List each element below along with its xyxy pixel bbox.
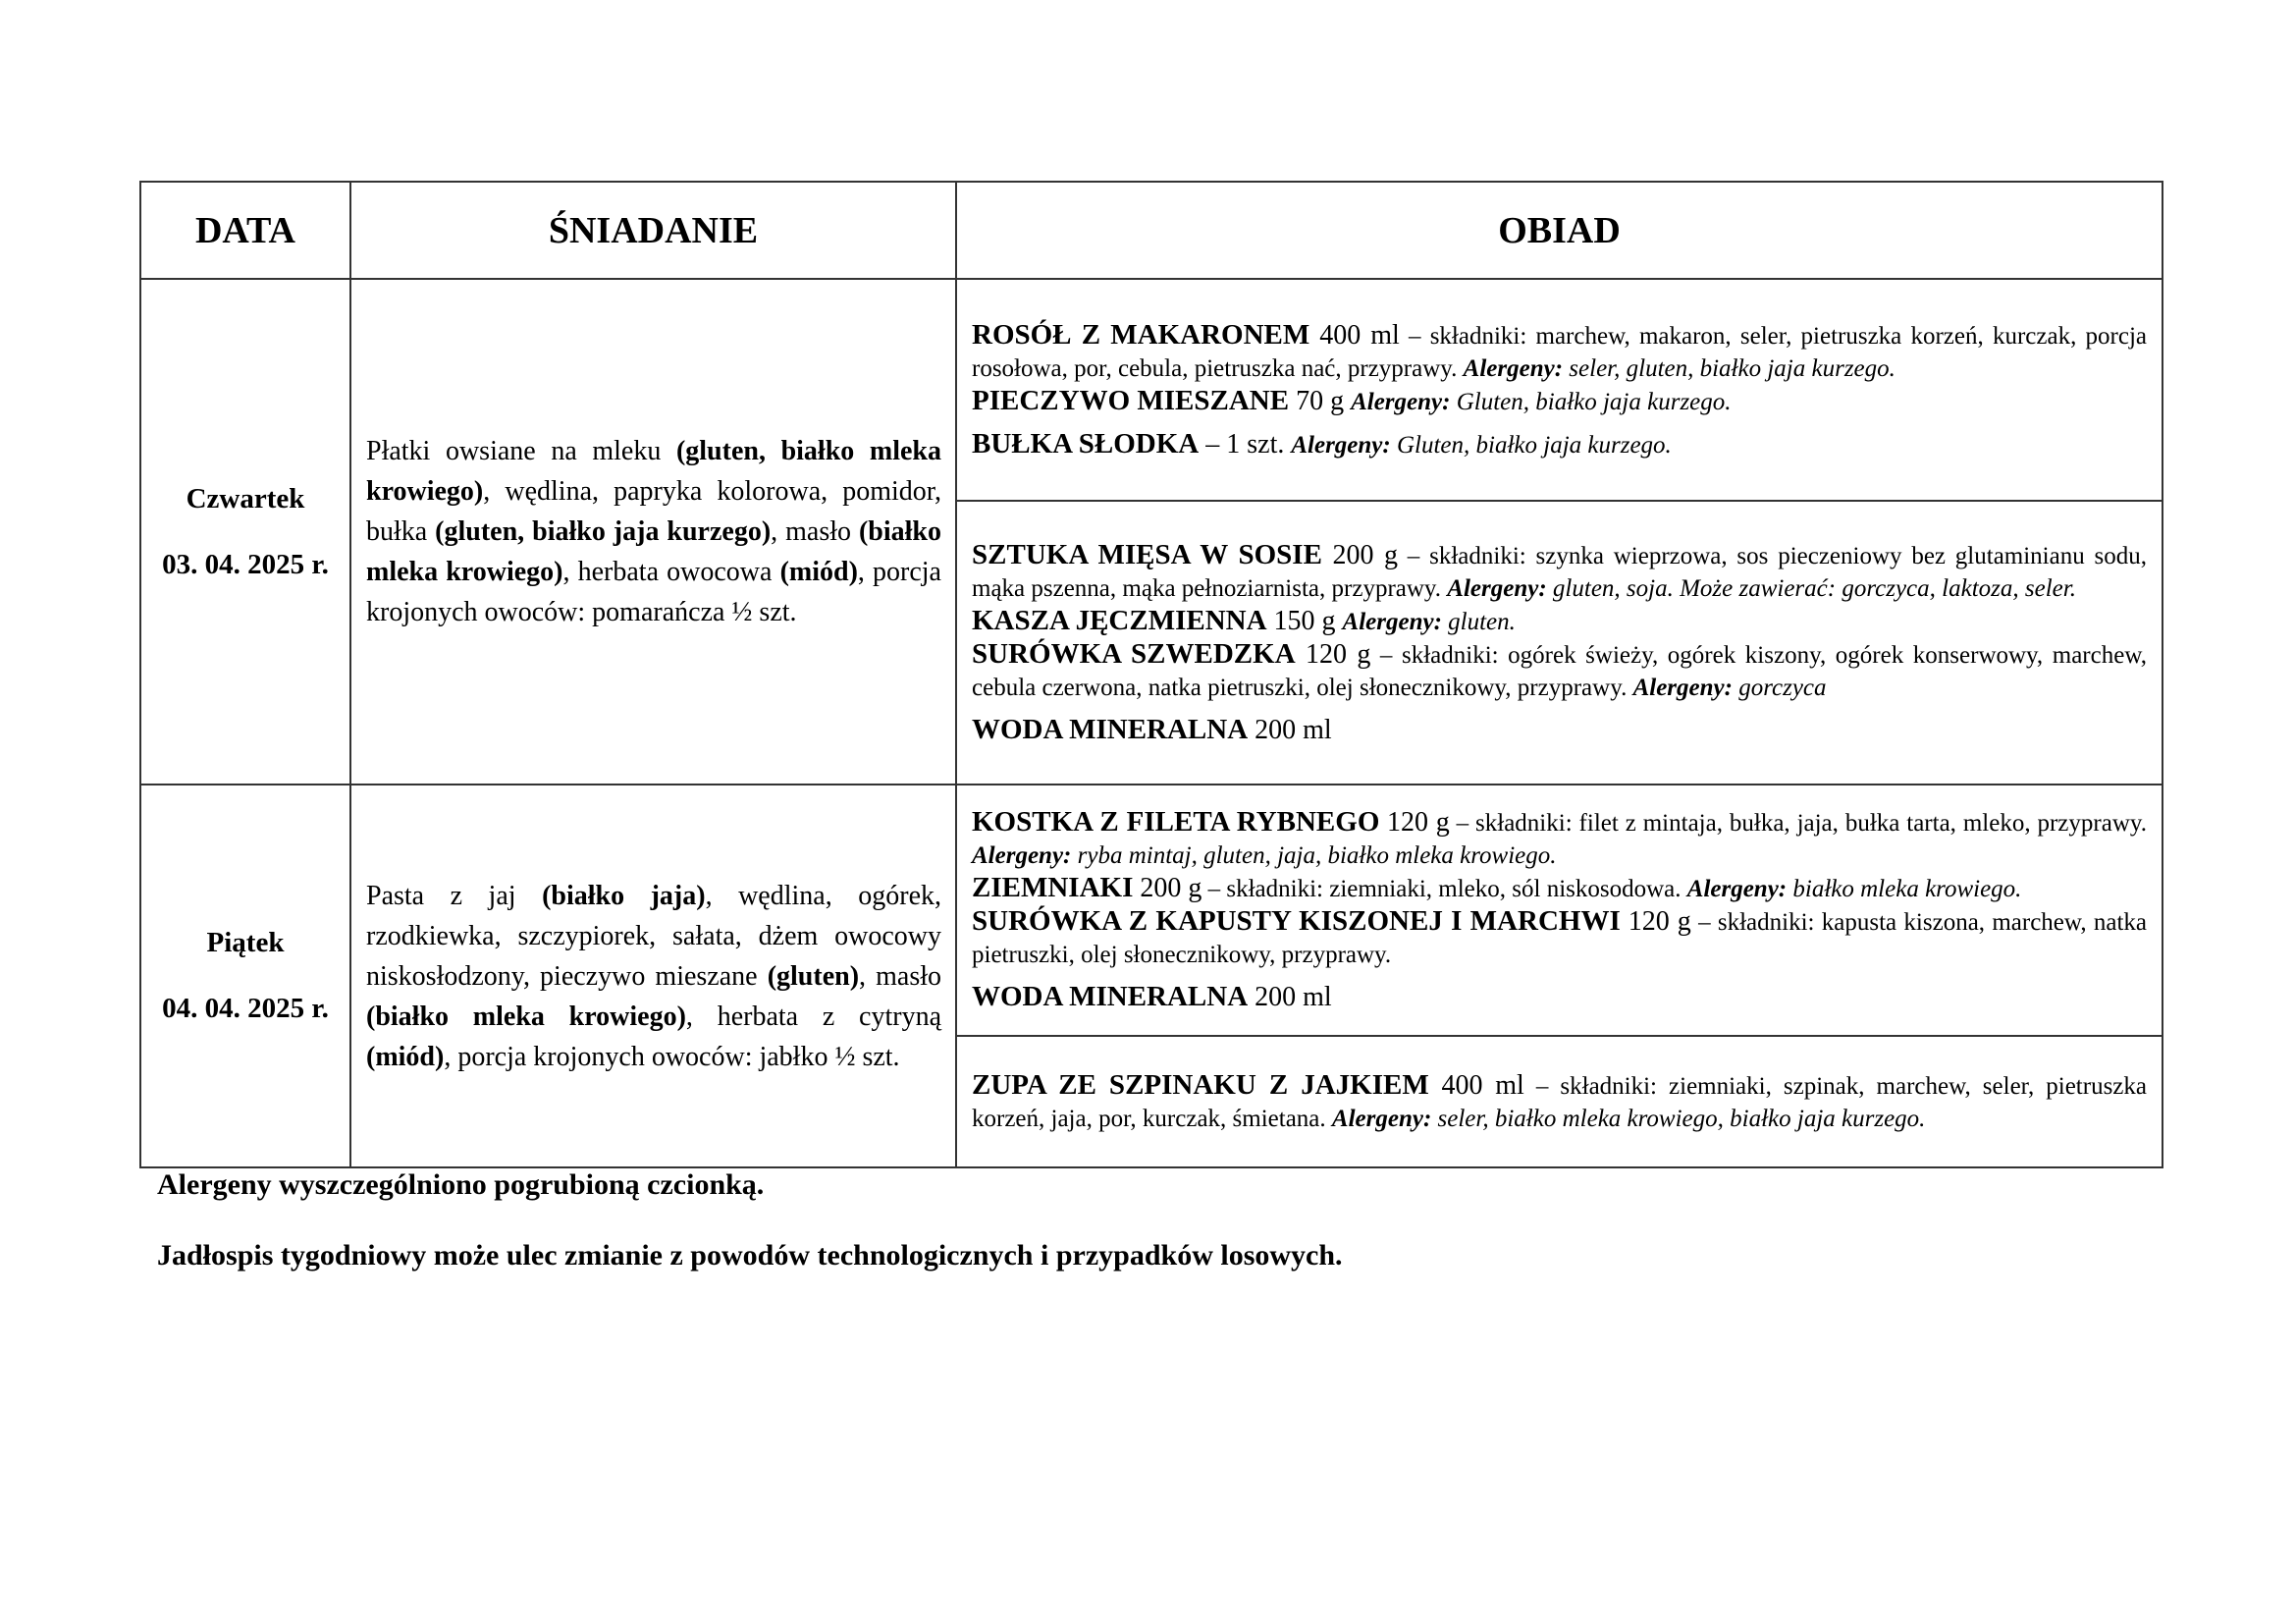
table-row	[140, 279, 2163, 501]
menu-table	[139, 181, 2163, 1168]
menu-change-note: Jadłospis tygodniowy może ulec zmianie z powodów technologicznych i przypadków losowych.	[157, 1239, 1343, 1272]
breakfast-segment: Pasta z jaj	[366, 880, 543, 911]
dish-item	[972, 806, 2147, 872]
lunch-cell	[956, 501, 2163, 785]
dish-ingredients: – składniki: ziemniaki, mleko, sól niskosodowa.	[1201, 876, 1687, 902]
header-row	[140, 182, 2163, 279]
dish-item	[972, 319, 2147, 385]
lunch-cell	[956, 279, 2163, 501]
header-date: DATA	[140, 182, 350, 279]
dish-quantity: 120 g	[1295, 638, 1371, 670]
allergen-text: (miód)	[779, 557, 858, 587]
dish-item	[972, 605, 2147, 638]
dish-ingredients: – składniki: ogórek świeży, ogórek kiszony, ogórek konserwowy, marchew, cebula czerwona, natka pietruszki, olej słonecznikowy, przyprawy.	[972, 641, 2147, 701]
dish-name: WODA MINERALNA	[972, 713, 1249, 745]
breakfast-text	[366, 431, 941, 632]
dish-ingredients: – składniki: ziemniaki, szpinak, marchew, seler, pietruszka korzeń, jaja, por, kurczak, śmietana.	[972, 1072, 2148, 1132]
dish-name: KASZA JĘCZMIENNA	[972, 604, 1267, 636]
breakfast-cell	[350, 279, 956, 785]
dish-quantity: 150 g	[1266, 605, 1343, 636]
breakfast-segment: , porcja krojonych owoców: jabłko ½ szt.	[444, 1041, 900, 1072]
dish-quantity: 120 g	[1620, 906, 1691, 937]
dish-name: BUŁKA SŁODKA	[972, 427, 1200, 460]
dish-item	[972, 872, 2147, 905]
header-breakfast: ŚNIADANIE	[350, 182, 956, 279]
dish-quantity: 120 g	[1379, 807, 1450, 838]
breakfast-text	[366, 876, 941, 1077]
dish-item	[972, 1069, 2147, 1135]
day-name: Piątek	[206, 927, 285, 959]
breakfast-segment: , masło	[859, 960, 941, 992]
allergen-label: Alergeny:	[1632, 674, 1733, 701]
allergen-value: gluten.	[1441, 608, 1516, 635]
day-name: Czwartek	[186, 482, 305, 514]
allergen-value: gorczyca	[1732, 674, 1827, 701]
allergen-text: (gluten, białko jaja kurzego)	[435, 516, 772, 547]
dish-name: ZIEMNIAKI	[972, 872, 1134, 903]
dish-item	[972, 428, 2147, 461]
breakfast-cell	[350, 785, 956, 1167]
allergen-label: Alergeny:	[1342, 608, 1442, 635]
dish-quantity: 400 ml	[1309, 319, 1400, 351]
dish-name: KOSTKA Z FILETA RYBNEGO	[972, 806, 1380, 838]
breakfast-segment: , herbata owocowa	[562, 557, 780, 587]
allergen-label: Alergeny:	[1331, 1105, 1432, 1132]
table-row	[140, 785, 2163, 1036]
allergen-label: Alergeny:	[972, 842, 1072, 869]
dish-quantity: – 1 szt.	[1199, 428, 1292, 460]
dish-item	[972, 638, 2147, 704]
allergen-note: Alergeny wyszczególniono pogrubioną czcionką.	[157, 1168, 765, 1201]
allergen-value: Gluten, białko jaja kurzego.	[1450, 388, 1732, 415]
dish-item	[972, 714, 2147, 747]
allergen-text: (białko mleka krowiego)	[366, 516, 941, 587]
allergen-value: Gluten, białko jaja kurzego.	[1390, 431, 1672, 459]
breakfast-segment: , porcja krojonych owoców: pomarańcza ½ szt.	[366, 557, 941, 627]
allergen-value: seler, białko mleka krowiego, białko jaja kurzego.	[1431, 1105, 1926, 1132]
dish-item	[972, 905, 2147, 971]
breakfast-segment: , wędlina, papryka kolorowa, pomidor, bułka	[366, 476, 941, 547]
dish-ingredients: – składniki: marchew, makaron, seler, pietruszka korzeń, kurczak, porcja rosołowa, por, cebula, pietruszka nać, przyprawy.	[972, 322, 2148, 382]
dish-quantity: 400 ml	[1428, 1069, 1524, 1101]
allergen-text: (miód)	[366, 1041, 445, 1072]
dish-quantity: 200 g	[1321, 539, 1399, 570]
dish-name: PIECZYWO MIESZANE	[972, 384, 1290, 416]
dish-item	[972, 385, 2147, 418]
breakfast-segment: , herbata z cytryną	[685, 1001, 941, 1032]
allergen-text: (gluten, białko mleka krowiego)	[366, 436, 941, 507]
allergen-value: białko mleka krowiego.	[1787, 876, 2022, 902]
allergen-label: Alergeny:	[1463, 354, 1564, 382]
dish-quantity: 70 g	[1289, 385, 1352, 416]
dish-name: ROSÓŁ Z MAKARONEM	[972, 318, 1310, 351]
lunch-cell	[956, 785, 2163, 1036]
date-cell	[140, 785, 350, 1167]
dish-quantity: 200 g	[1133, 873, 1202, 903]
allergen-value: ryba mintaj, gluten, jaja, białko mleka krowiego.	[1071, 842, 1557, 869]
breakfast-segment: , masło	[771, 516, 859, 547]
date-cell	[140, 279, 350, 785]
dish-name: SURÓWKA Z KAPUSTY KISZONEJ I MARCHWI	[972, 905, 1621, 937]
dish-ingredients: – składniki: kapusta kiszona, marchew, natka pietruszki, olej słonecznikowy, przyprawy.	[972, 909, 2148, 968]
lunch-cell	[956, 1036, 2163, 1167]
dish-item	[972, 981, 2147, 1014]
allergen-text: (gluten)	[767, 960, 860, 992]
allergen-label: Alergeny:	[1686, 876, 1788, 902]
allergen-value: seler, gluten, białko jaja kurzego.	[1563, 354, 1896, 382]
day-date: 04. 04. 2025 r.	[162, 993, 329, 1024]
dish-name: SURÓWKA SZWEDZKA	[972, 637, 1296, 670]
allergen-label: Alergeny:	[1447, 574, 1547, 602]
breakfast-segment: Płatki owsiane na mleku	[366, 436, 676, 466]
allergen-label: Alergeny:	[1351, 388, 1451, 415]
header-lunch: OBIAD	[956, 182, 2163, 279]
dish-quantity: 200 ml	[1248, 982, 1332, 1012]
dish-item	[972, 539, 2147, 605]
allergen-value: gluten, soja. Może zawierać: gorczyca, laktoza, seler.	[1546, 574, 2076, 602]
dish-ingredients: – składniki: filet z mintaja, bułka, jaja, bułka tarta, mleko, przyprawy.	[1449, 810, 2148, 837]
dish-ingredients: – składniki: szynka wieprzowa, sos pieczeniowy bez glutaminianu sodu, mąka pszenna, mąka pełnoziarnista, przyprawy.	[972, 542, 2147, 602]
allergen-text: (białko mleka krowiego)	[366, 1001, 686, 1032]
dish-name: SZTUKA MIĘSA W SOSIE	[972, 538, 1322, 570]
dish-name: ZUPA ZE SZPINAKU Z JAJKIEM	[972, 1068, 1429, 1101]
day-date: 03. 04. 2025 r.	[162, 548, 329, 580]
allergen-text: (białko jaja)	[542, 880, 706, 911]
allergen-label: Alergeny:	[1291, 431, 1391, 459]
dish-name: WODA MINERALNA	[972, 981, 1249, 1012]
breakfast-segment: , wędlina, ogórek, rzodkiewka, szczypiorek, sałata, dżem owocowy niskosłodzony, pieczywo mieszane	[366, 880, 941, 992]
dish-quantity: 200 ml	[1248, 714, 1332, 745]
